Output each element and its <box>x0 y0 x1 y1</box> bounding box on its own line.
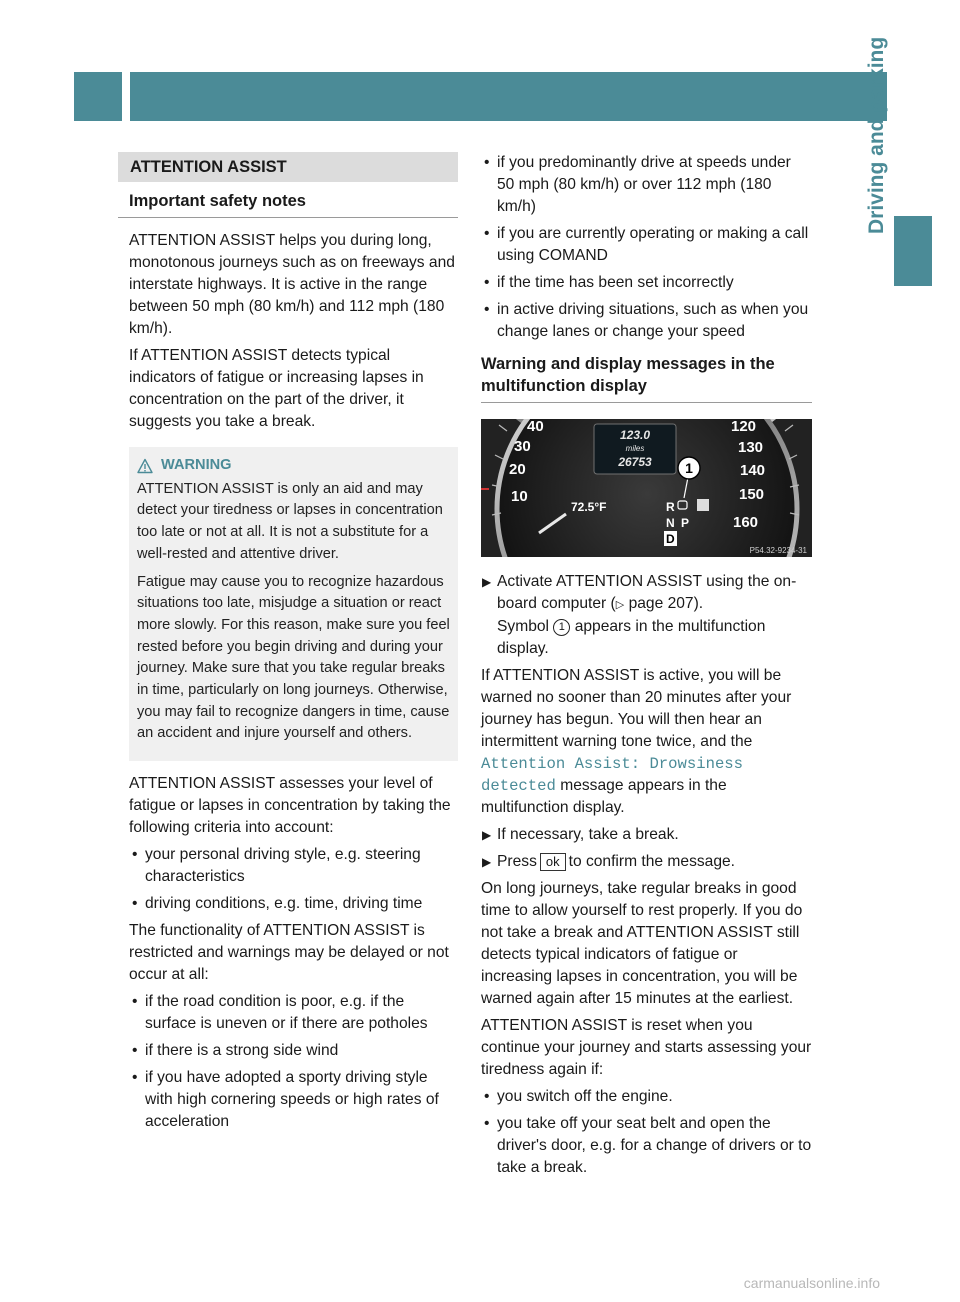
list-item: • your personal driving style, e.g. steering characteristics <box>132 846 421 886</box>
subheading-safety-notes: Important safety notes <box>118 190 458 218</box>
warning-paragraph-2: Fatigue may cause you to recognize hazardous situations too late, misjudge a situation or react more slowly. For this reason, make sure you feel rested before you begin driving and during your journey. Make sure that you take regular breaks in time, particularly on long journeys. Otherwise, you may fail to recognize dangers in time, cause an accident and injure yourself and others. <box>137 573 450 742</box>
callout-reference: 1 <box>553 619 570 636</box>
header-title-box <box>130 72 887 121</box>
intro-paragraph-1: ATTENTION ASSIST helps you during long, monotonous journeys such as on freeways and interstate highways. It is active in the range between 50 mph (80 km/h) and 112 mph (180 km/h). <box>129 232 455 337</box>
trip-value: 123.0 <box>619 428 651 442</box>
list-item: • you take off your seat belt and open the driver's door, e.g. for a change of drivers or to take a break. <box>484 1115 812 1176</box>
gear-letter: P <box>681 516 690 530</box>
criteria-list <box>129 844 458 915</box>
instruction-step: ▶ Press ok to confirm the message. <box>481 851 812 873</box>
instruction-step: ▶ Activate ATTENTION ASSIST using the on-board computer (▷ page 207). Symbol 1 appears in the multifunction display. <box>482 573 797 657</box>
list-item: • if the road condition is poor, e.g. if the surface is uneven or if there are potholes <box>132 993 428 1033</box>
list-item: • you switch off the engine. <box>481 1086 812 1108</box>
dial-label: 120 <box>731 419 757 435</box>
ok-button-icon: ok <box>540 853 566 871</box>
bullet-icon: • <box>484 154 490 171</box>
figure-ref-code: P54.32-9234-31 <box>749 546 807 555</box>
right-column <box>481 152 812 1184</box>
dial-label: 40 <box>527 419 544 435</box>
instruction-step: ▶ If necessary, take a break. <box>481 824 812 846</box>
list-item: • if you predominantly drive at speeds under 50 mph (80 km/h) or over 112 mph (180 km/h) <box>484 154 791 215</box>
long-journey-paragraph: On long journeys, take regular breaks in good time to allow yourself to rest properly. If you do not take a break and ATTENTION ASSIST still detects typical indicators of fatigue or increasing lapses in concentration, you will be warned again after 15 minutes at the earliest. <box>481 880 803 1007</box>
step-arrow-icon: ▶ <box>482 575 492 589</box>
intro-paragraph-2: If ATTENTION ASSIST detects typical indicators of fatigue or increasing lapses in concentration on the part of the driver, it suggests you take a break. <box>129 347 424 430</box>
gear-letter: R <box>666 500 675 514</box>
restrictions-list-continued <box>481 152 812 343</box>
bullet-icon: • <box>132 1042 138 1060</box>
bullet-icon: • <box>484 1115 490 1132</box>
section-title: ATTENTION ASSIST <box>118 152 458 182</box>
dial-label: 150 <box>739 486 765 503</box>
dial-label: 10 <box>511 488 528 505</box>
assess-paragraph: ATTENTION ASSIST assesses your level of fatigue or lapses in concentration by taking the following criteria into account: <box>129 775 451 837</box>
side-tab-label: Driving and parking <box>865 36 888 234</box>
callout-number: 1 <box>685 460 693 476</box>
list-item: • if the time has been set incorrectly <box>481 272 812 294</box>
step-arrow-icon: ▶ <box>482 855 492 869</box>
bullet-icon: • <box>132 895 138 913</box>
list-item: • if you are currently operating or making a call using COMAND <box>484 225 809 264</box>
page-number: 180 <box>84 15 116 36</box>
bullet-icon: • <box>484 274 490 291</box>
warning-label: WARNING <box>161 457 232 473</box>
gear-letter: D <box>666 532 675 546</box>
list-item: • driving conditions, e.g. time, driving time <box>129 893 458 915</box>
bullet-icon: • <box>484 1088 490 1105</box>
page-title: Driving systems <box>141 15 288 36</box>
bullet-icon: • <box>132 846 138 864</box>
page-reference-icon: ▷ <box>615 599 625 611</box>
dial-label: 20 <box>509 461 526 478</box>
bullet-icon: • <box>484 301 490 318</box>
watermark: carmanualsonline.info <box>743 1275 880 1291</box>
reset-list <box>481 1086 812 1179</box>
subheading-warning-messages: Warning and display messages in the multifunction display <box>481 353 812 403</box>
dial-label: 140 <box>740 462 766 479</box>
instrument-cluster-figure <box>481 419 812 557</box>
restrictions-list <box>129 991 458 1133</box>
list-item: • in active driving situations, such as when you change lanes or change your speed <box>484 301 809 340</box>
display-message: Attention Assist: Drowsiness detected <box>481 755 744 795</box>
left-column <box>118 152 458 1138</box>
temperature-readout: 72.5°F <box>571 500 607 514</box>
warning-box <box>129 447 458 761</box>
bullet-icon: • <box>484 225 490 242</box>
active-paragraph: If ATTENTION ASSIST is active, you will be warned no sooner than 20 minutes after your journey has begun. You will then hear an intermittent warning tone twice, and the Attention Assist: Drowsiness detected message appears in the multifunction display. <box>481 667 792 816</box>
restricted-paragraph: The functionality of ATTENTION ASSIST is restricted and warnings may be delayed or not occur at all: <box>129 922 449 984</box>
dial-label: 160 <box>733 514 759 531</box>
warning-paragraph-1: ATTENTION ASSIST is only an aid and may detect your tiredness or lapses in concentration too late or not at all. It is not a substitute for a well-rested and attentive driver. <box>137 480 443 562</box>
side-tab-marker <box>894 216 932 286</box>
odometer-value: 26753 <box>618 455 652 469</box>
bullet-icon: • <box>132 1069 138 1087</box>
s-mode-icon <box>697 499 709 511</box>
reset-paragraph: ATTENTION ASSIST is reset when you continue your journey and starts assessing your tiredness again if: <box>481 1017 812 1078</box>
trip-unit: miles <box>625 444 645 453</box>
dial-label: 30 <box>514 438 531 455</box>
header-page-number-box <box>74 72 122 121</box>
list-item: • if there is a strong side wind <box>129 1040 458 1062</box>
dial-label: 130 <box>738 439 764 456</box>
gear-letter: N <box>666 516 675 530</box>
bullet-icon: • <box>132 993 138 1011</box>
warning-triangle-icon <box>137 458 153 474</box>
warning-header <box>137 455 450 477</box>
step-arrow-icon: ▶ <box>482 828 492 842</box>
list-item: • if you have adopted a sporty driving style with high cornering speeds or high rates of acceleration <box>132 1069 439 1131</box>
